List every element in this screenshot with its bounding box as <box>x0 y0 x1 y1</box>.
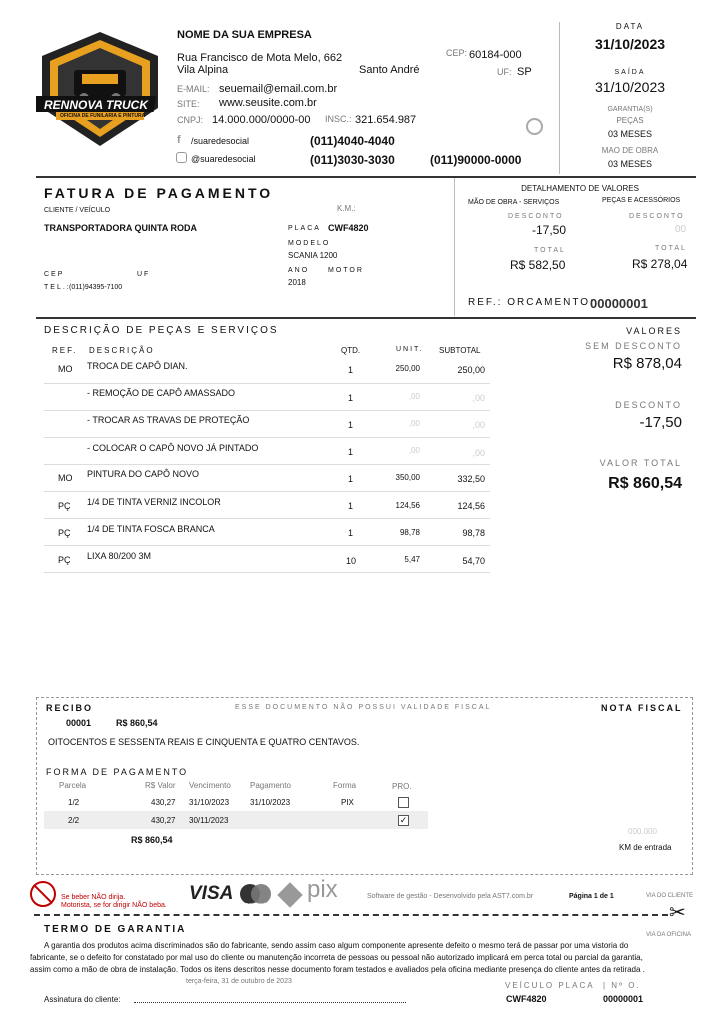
item-unit: ,00 <box>408 419 420 428</box>
item-unit: 250,00 <box>395 364 420 373</box>
item-desc: 1/4 DE TINTA VERNIZ INCOLOR <box>87 497 221 507</box>
labor-total: R$ 582,50 <box>510 258 566 272</box>
item-row <box>44 356 490 384</box>
pay-parcela: 1/2 <box>68 798 80 807</box>
km-entry-label: KM de entrada <box>619 843 672 852</box>
item-qtd: 1 <box>348 393 354 403</box>
cut-line <box>34 914 668 916</box>
order-number-label: | Nº O. <box>603 981 641 990</box>
client-name: TRANSPORTADORA QUINTA RODA <box>44 223 197 233</box>
company-insc: 321.654.987 <box>355 114 417 126</box>
invoice-title: FATURA DE PAGAMENTO <box>44 185 274 201</box>
logo-tagline: OFICINA DE FUNILARIA E PINTURA <box>60 113 146 119</box>
item-row <box>44 545 490 573</box>
item-ref: PÇ <box>58 501 71 511</box>
company-cep: 60184-000 <box>469 49 522 61</box>
client-tel-label: TEL.: <box>44 284 71 291</box>
parts-discount: 00 <box>675 224 687 235</box>
item-qtd: 1 <box>348 474 354 484</box>
item-desc: - TROCAR AS TRAVAS DE PROTEÇÃO <box>87 415 250 425</box>
pay-col-pagamento: Pagamento <box>250 781 291 790</box>
item-desc: - COLOCAR O CAPÔ NOVO JÁ PINTADO <box>87 443 259 453</box>
company-instagram: @suaredesocial <box>191 154 256 164</box>
warranty-parts: 03 MESES <box>607 129 653 139</box>
item-row <box>44 518 490 546</box>
company-uf-label: UF: <box>497 67 512 77</box>
model-label: MODELO <box>288 240 331 247</box>
parts-total: R$ 278,04 <box>632 257 688 271</box>
company-name: NOME DA SUA EMPRESA <box>177 29 312 41</box>
pay-valor: 430,27 <box>151 816 176 825</box>
item-subtotal: 98,78 <box>462 528 485 538</box>
item-subtotal: ,00 <box>472 448 485 458</box>
company-cnpj: 14.000.000/0000-00 <box>212 114 311 126</box>
item-row <box>44 410 490 438</box>
long-date: terça-feira, 31 de outubro de 2023 <box>186 978 292 985</box>
no-drink-icon <box>30 881 56 907</box>
discount-value: -17,50 <box>639 414 682 431</box>
footer-order-number: 00000001 <box>603 994 644 1004</box>
receipt-title: RECIBO <box>46 703 94 713</box>
instagram-icon <box>176 152 187 163</box>
payment-row <box>44 793 428 811</box>
pay-parcela: 2/2 <box>68 816 80 825</box>
discount-label: DESCONTO <box>615 400 682 410</box>
company-uf: SP <box>517 66 532 78</box>
budget-ref-label: REF.: ORCAMENTO: <box>468 297 595 308</box>
item-subtotal: 54,70 <box>462 556 485 566</box>
pay-forma: PIX <box>341 798 354 807</box>
year-value: 2018 <box>288 278 306 287</box>
receipt-nota-fiscal: NOTA FISCAL <box>601 703 683 713</box>
no-discount-label: SEM DESCONTO <box>585 341 682 351</box>
engine-label: MOTOR <box>328 267 364 274</box>
client-tel: (011)94395-7100 <box>69 284 123 291</box>
company-cep-label: CEP: <box>446 48 468 58</box>
col-desc-header: DESCRIÇÃO <box>89 346 155 355</box>
plate-label: PLACA <box>288 225 321 232</box>
warranty-labor: 03 MESES <box>607 159 653 169</box>
company-district: Vila Alpina <box>177 64 229 76</box>
company-cnpj-label: CNPJ: <box>177 115 204 125</box>
valores-divider <box>454 178 455 316</box>
receipt-disclaimer: ESSE DOCUMENTO NÃO POSSUI VALIDADE FISCAL <box>235 704 492 711</box>
pay-col-pro: PRO. <box>392 782 412 791</box>
footer-plate: CWF4820 <box>506 994 547 1004</box>
warranty-labor-label: MAO DE OBRA <box>601 146 659 155</box>
paid-checkbox[interactable]: ✓ <box>399 815 408 825</box>
total-value: R$ 860,54 <box>608 475 682 492</box>
paid-checkbox[interactable] <box>398 797 409 808</box>
company-site-label: SITE: <box>177 99 200 109</box>
item-unit: ,00 <box>408 392 420 401</box>
logo-brand: RENNOVA TRUCK <box>44 98 148 112</box>
company-phone-2: (011)3030-3030 <box>310 153 395 167</box>
item-row <box>44 383 490 411</box>
company-city: Santo André <box>359 64 420 76</box>
pay-col-parcela: Parcela <box>59 781 87 790</box>
visa-logo: VISA <box>189 883 234 904</box>
valores-detail-title: DETALHAMENTO DE VALORES <box>521 184 639 193</box>
item-row <box>44 464 490 492</box>
item-qtd: 1 <box>348 420 354 430</box>
company-street: Rua Francisco de Mota Melo, 662 <box>177 52 343 64</box>
payment-section-title: FORMA DE PAGAMENTO <box>46 767 189 777</box>
plate-value: CWF4820 <box>328 223 369 233</box>
pay-col-valor: R$ Valor <box>145 781 176 790</box>
via-cliente: VIA DO CLIENTE <box>646 893 694 899</box>
company-insc-label: INSC.: <box>325 114 352 124</box>
labor-services-label: MÃO DE OBRA - SERVIÇOS <box>468 199 560 206</box>
receipt-amount: R$ 860,54 <box>116 718 158 728</box>
warranty-title: TERMO DE GARANTIA <box>44 924 187 935</box>
scissors-icon[interactable]: ✂ <box>669 902 686 924</box>
pay-valor: 430,27 <box>151 798 176 807</box>
km-entry-value: 000.000 <box>628 827 657 836</box>
item-subtotal: ,00 <box>472 420 485 430</box>
item-unit: 124,56 <box>395 501 420 510</box>
no-discount-value: R$ 878,04 <box>612 355 682 372</box>
warranty-label: GARANTIA(S) <box>607 106 653 113</box>
pay-vencimento: 30/11/2023 <box>189 816 229 825</box>
year-label: ANO <box>288 267 310 274</box>
client-label: CLIENTE / VEÍCULO <box>44 207 111 214</box>
item-qtd: 1 <box>348 528 354 538</box>
mastercard-logo: mastercard <box>240 884 272 906</box>
item-subtotal: 332,50 <box>457 474 485 484</box>
item-desc: TROCA DE CAPÔ DIAN. <box>87 361 188 371</box>
company-facebook: /suaredesocial <box>191 136 250 146</box>
payment-row <box>44 811 428 829</box>
item-ref: MO <box>58 473 73 483</box>
col-subtotal-header: SUBTOTAL <box>439 346 481 355</box>
item-unit: 5,47 <box>404 555 420 564</box>
client-cep-label: CEP <box>44 271 65 278</box>
item-desc: 1/4 DE TINTA FOSCA BRANCA <box>87 524 215 534</box>
company-logo <box>36 30 164 148</box>
payment-table <box>44 780 428 850</box>
item-row <box>44 437 490 465</box>
items-section-title: DESCRIÇÃO DE PEÇAS E SERVIÇOS <box>44 325 279 336</box>
warranty-parts-label: PEÇAS <box>616 116 644 125</box>
parts-discount-label: DESCONTO <box>629 213 685 220</box>
facebook-icon: f <box>177 134 181 146</box>
vehicle-plate-label: VEÍCULO PLACA <box>505 981 595 990</box>
item-desc: LIXA 80/200 3M <box>87 551 152 561</box>
parts-accessories-label: PEÇAS E ACESSÓRIOS <box>602 197 681 204</box>
receipt-amount-words: OITOCENTOS E SESSENTA REAIS E CINQUENTA E QUATRO CENTAVOS. <box>48 737 360 747</box>
col-qtd-header: QTD. <box>341 346 361 355</box>
header-rule <box>36 176 696 178</box>
parts-total-label: TOTAL <box>655 245 687 252</box>
warranty-text: A garantia dos produtos acima discriminados são do fabricante, sendo assim caso algum componente apresente defeito o mesmo terá de passar por uma vistoria do fabricante, se o defeito for constatado por mal uso do cliente ou manutenção incorreta de pessoas ou pessoal não autorizado implicará em perca total ou parcial da garantia, assim como a mão de obra de instalação. Todos os itens descritos nesse documento foram testados e avaliados pela oficina mediante presença do cliente antes da retirada . <box>30 941 645 974</box>
item-ref: PÇ <box>58 528 71 538</box>
item-ref: PÇ <box>58 555 71 565</box>
page-indicator: Página 1 de 1 <box>569 893 614 900</box>
signature-label: Assinatura do cliente: <box>44 995 121 1004</box>
date-label: DATA <box>615 22 645 31</box>
company-phone-3: (011)90000-0000 <box>430 153 522 167</box>
item-ref: MO <box>58 364 73 374</box>
drink-warning-2: Motorista, se for dirigir NÃO beba. <box>61 902 167 909</box>
labor-discount-label: DESCONTO <box>508 213 564 220</box>
drink-warning-1: Se beber NÃO dirija. <box>61 894 126 901</box>
model-value: SCANIA 1200 <box>288 251 338 260</box>
pay-pagamento: 31/10/2023 <box>250 798 291 807</box>
payment-total: R$ 860,54 <box>131 835 173 845</box>
km-label: K.M.: <box>337 204 356 213</box>
pay-vencimento: 31/10/2023 <box>189 798 230 807</box>
company-site: www.seusite.com.br <box>219 97 317 109</box>
whatsapp-icon <box>526 118 543 135</box>
section-rule <box>36 317 696 319</box>
item-row <box>44 491 490 519</box>
item-unit: 350,00 <box>395 473 420 482</box>
total-label: VALOR TOTAL <box>599 458 682 468</box>
totals-title: VALORES <box>626 326 682 336</box>
via-oficina: VIA DA OFICINA <box>646 932 692 938</box>
pay-col-vencimento: Vencimento <box>189 781 231 790</box>
company-email: seuemail@email.com.br <box>219 83 338 95</box>
budget-ref: 00000001 <box>590 296 648 311</box>
exit-value: 31/10/2023 <box>594 79 666 95</box>
client-uf-label: UF <box>137 271 151 278</box>
software-credit: Software de gestão - Desenvolvido pela AST7.com.br <box>367 893 534 900</box>
item-desc: PINTURA DO CAPÔ NOVO <box>87 469 200 479</box>
item-qtd: 1 <box>348 501 354 511</box>
labor-total-label: TOTAL <box>534 247 566 254</box>
item-unit: 98,78 <box>399 528 420 537</box>
item-qtd: 1 <box>348 365 354 375</box>
item-subtotal: ,00 <box>472 393 485 403</box>
item-unit: ,00 <box>408 446 420 455</box>
pix-logo: pix <box>307 876 338 903</box>
receipt-number: 00001 <box>66 718 92 728</box>
signature-line[interactable] <box>134 1002 406 1003</box>
pix-icon <box>277 882 302 907</box>
item-qtd: 1 <box>348 447 354 457</box>
labor-discount: -17,50 <box>532 223 567 237</box>
exit-label: SAÍDA <box>614 69 646 76</box>
company-phone-1: (011)4040-4040 <box>310 134 395 148</box>
item-qtd: 10 <box>346 556 357 566</box>
col-unit-header: UNIT. <box>396 346 424 353</box>
item-desc: - REMOÇÃO DE CAPÔ AMASSADO <box>87 388 236 398</box>
col-ref-header: REF. <box>52 346 78 355</box>
date-value: 31/10/2023 <box>594 36 666 52</box>
company-email-label: E-MAIL: <box>177 84 210 94</box>
item-subtotal: 250,00 <box>457 365 485 375</box>
pay-col-forma: Forma <box>333 781 357 790</box>
item-subtotal: 124,56 <box>457 501 485 511</box>
